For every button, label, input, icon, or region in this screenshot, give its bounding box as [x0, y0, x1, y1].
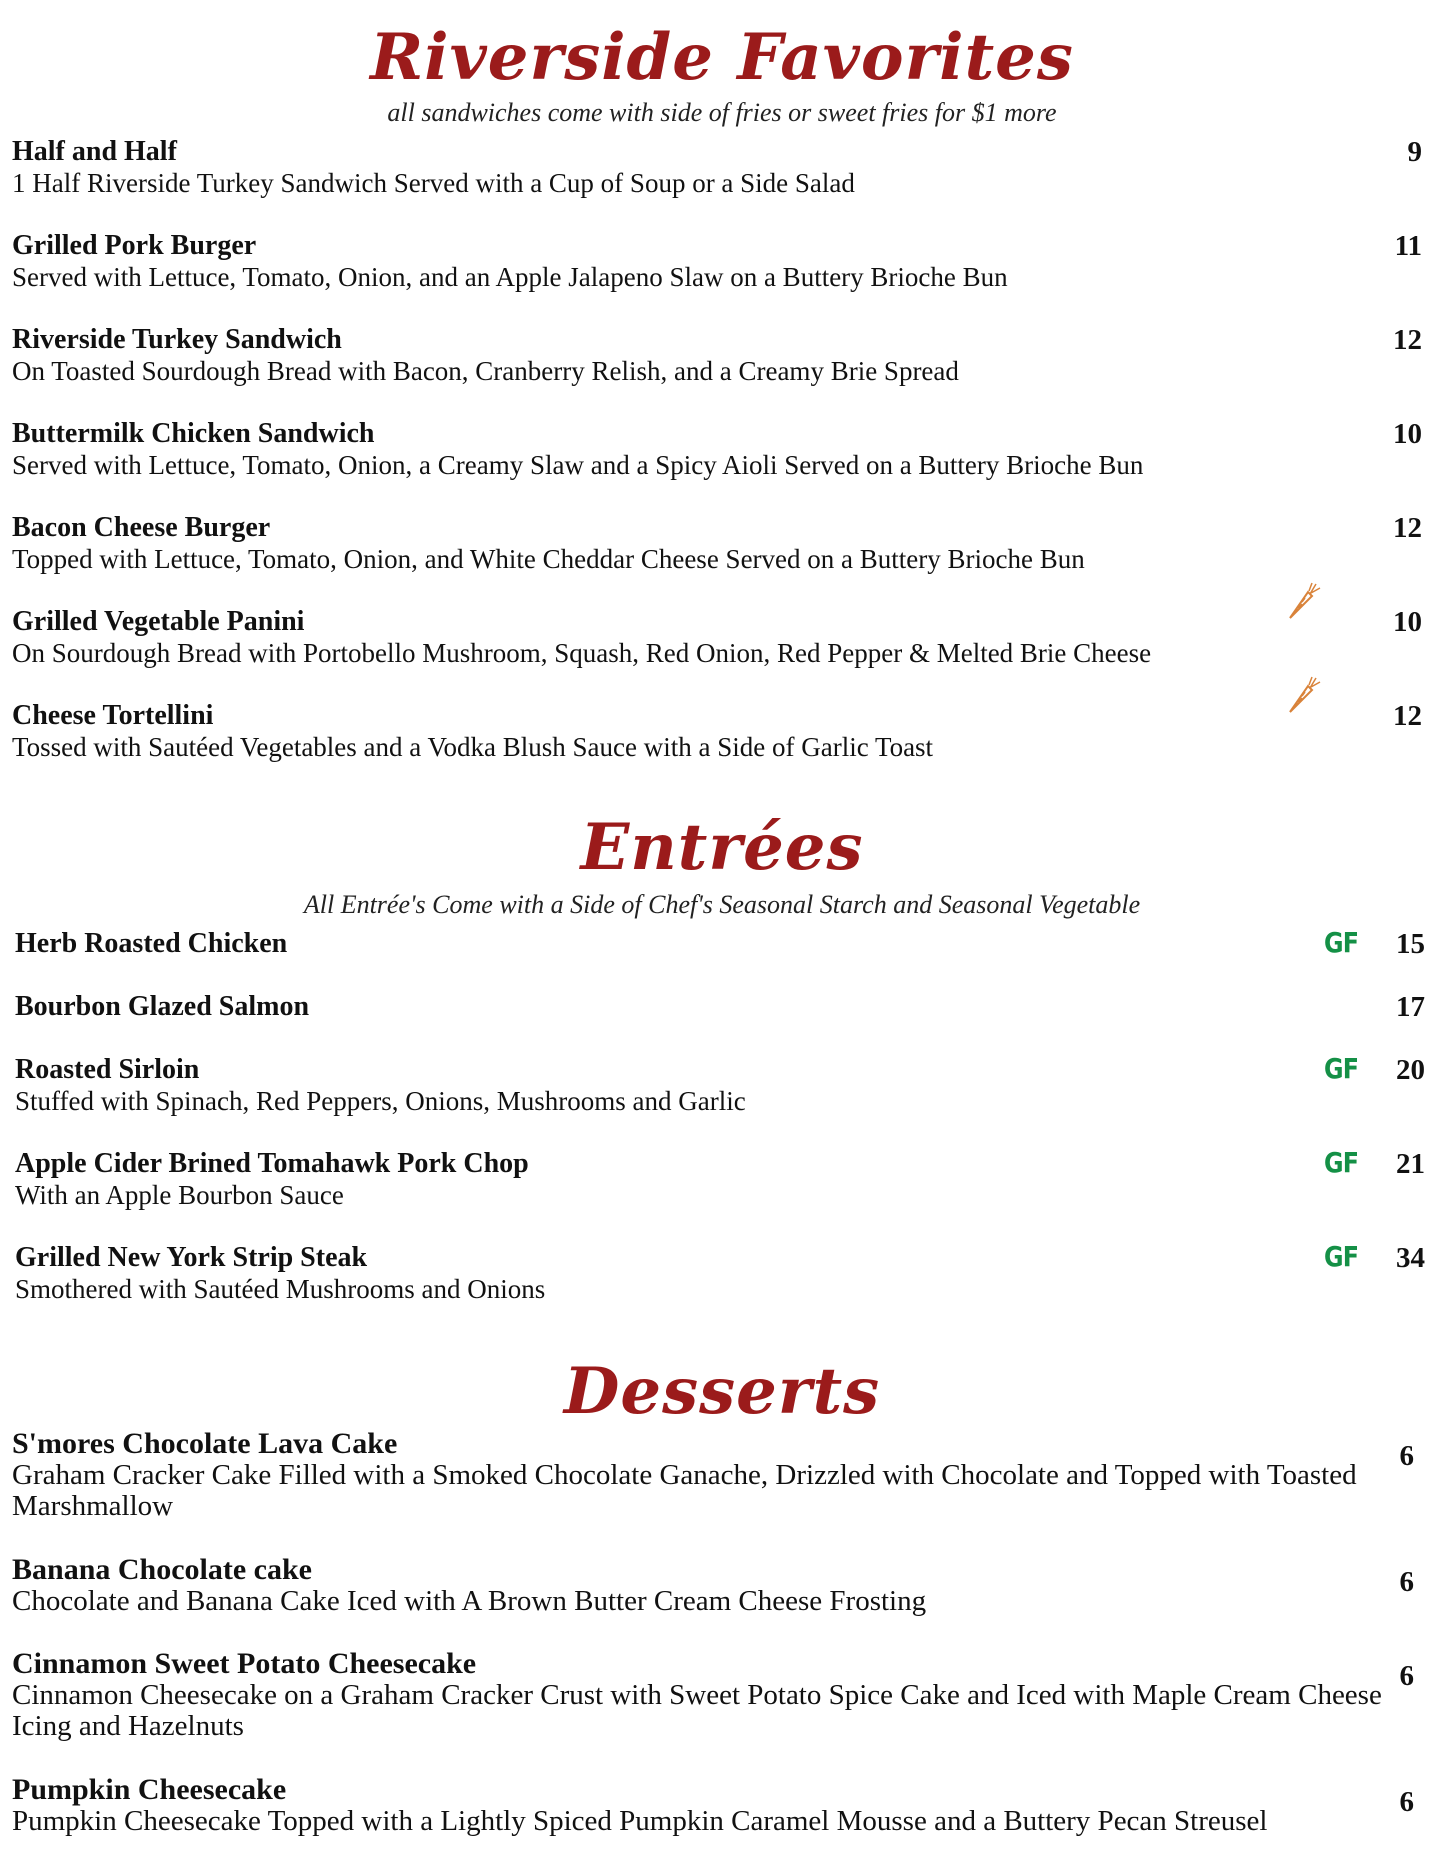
menu-item: [12, 230, 1422, 293]
item-price: 15: [1396, 928, 1425, 960]
item-name: Cinnamon Sweet Potato Cheesecake: [12, 1647, 477, 1680]
section-title-riverside: Riverside Favorites: [370, 20, 1074, 95]
menu-item: [12, 1428, 1422, 1522]
item-price: 21: [1396, 1148, 1425, 1180]
item-name: Herb Roasted Chicken: [15, 928, 288, 959]
item-price: 12: [1393, 512, 1422, 544]
item-description: Served with Lettuce, Tomato, Onion, and an Apple Jalapeno Slaw on a Buttery Brioche Bun: [12, 262, 1008, 292]
menu-item: [15, 991, 1425, 1023]
item-description: 1 Half Riverside Turkey Sandwich Served with a Cup of Soup or a Side Salad: [12, 168, 855, 198]
menu-item: [12, 512, 1422, 575]
item-name: Buttermilk Chicken Sandwich: [12, 418, 375, 449]
gluten-free-badge: GF: [1323, 1146, 1358, 1179]
vegetarian-carrot-icon: [1286, 582, 1322, 622]
gluten-free-badge: GF: [1323, 1240, 1358, 1273]
item-price: 12: [1393, 700, 1422, 732]
item-description: Stuffed with Spinach, Red Peppers, Onions, Mushrooms and Garlic: [15, 1086, 746, 1116]
item-name: S'mores Chocolate Lava Cake: [12, 1427, 398, 1460]
menu-item: [15, 1242, 1425, 1305]
menu-item: [15, 928, 1425, 960]
section-title-entrees: Entrées: [580, 810, 864, 885]
item-name: Half and Half: [12, 136, 177, 167]
gluten-free-badge: GF: [1323, 1052, 1358, 1085]
item-description: Served with Lettuce, Tomato, Onion, a Creamy Slaw and a Spicy Aioli Served on a Buttery Brioche Bun: [12, 450, 1144, 480]
item-name: Grilled Pork Burger: [12, 230, 257, 261]
item-price: 20: [1396, 1054, 1425, 1086]
item-description: On Toasted Sourdough Bread with Bacon, Cranberry Relish, and a Creamy Brie Spread: [12, 356, 959, 386]
item-price: 17: [1396, 991, 1425, 1023]
item-description: With an Apple Bourbon Sauce: [15, 1180, 344, 1210]
menu-item: [12, 1648, 1422, 1742]
item-name: Roasted Sirloin: [15, 1054, 200, 1085]
item-name: Grilled New York Strip Steak: [15, 1242, 368, 1273]
item-name: Banana Chocolate cake: [12, 1553, 312, 1586]
item-name: Cheese Tortellini: [12, 700, 214, 731]
item-price: 12: [1393, 324, 1422, 356]
item-description: Chocolate and Banana Cake Iced with A Brown Butter Cream Cheese Frosting: [12, 1585, 927, 1617]
item-price: 6: [1399, 1566, 1414, 1598]
item-description: Smothered with Sautéed Mushrooms and Onions: [15, 1274, 546, 1304]
item-name: Bourbon Glazed Salmon: [15, 991, 310, 1022]
item-price: 6: [1399, 1660, 1414, 1692]
item-description: Graham Cracker Cake Filled with a Smoked Chocolate Ganache, Drizzled with Chocolate and Topped with Toasted Marshmallow: [12, 1459, 1357, 1522]
item-price: 10: [1393, 606, 1422, 638]
menu-item: [12, 700, 1422, 763]
item-price: 10: [1393, 418, 1422, 450]
item-description: Tossed with Sautéed Vegetables and a Vodka Blush Sauce with a Side of Garlic Toast: [12, 732, 934, 762]
section-title-desserts: Desserts: [563, 1354, 881, 1429]
item-price: 11: [1394, 230, 1422, 262]
menu-item: [15, 1148, 1425, 1211]
item-description: Topped with Lettuce, Tomato, Onion, and White Cheddar Cheese Served on a Buttery Brioche Bun: [12, 544, 1085, 574]
menu-item: [12, 606, 1422, 669]
item-name: Pumpkin Cheesecake: [12, 1773, 287, 1806]
item-name: Grilled Vegetable Panini: [12, 606, 305, 637]
item-description: Pumpkin Cheesecake Topped with a Lightly Spiced Pumpkin Caramel Mousse and a Buttery Pecan Streusel: [12, 1805, 1268, 1837]
item-name: Bacon Cheese Burger: [12, 512, 271, 543]
section-subtitle-entrees: All Entrée's Come with a Side of Chef's Seasonal Starch and Seasonal Vegetable: [303, 890, 1141, 919]
menu-item: [12, 324, 1422, 387]
item-price: 34: [1396, 1242, 1425, 1274]
item-description: Cinnamon Cheesecake on a Graham Cracker Crust with Sweet Potato Spice Cake and Iced with Maple Cream Cheese Icing and Hazelnuts: [12, 1679, 1382, 1742]
item-description: On Sourdough Bread with Portobello Mushroom, Squash, Red Onion, Red Pepper & Melted Brie Cheese: [12, 638, 1152, 668]
menu-item: [12, 136, 1422, 199]
menu-item: [12, 1774, 1422, 1837]
menu-item: [12, 418, 1422, 481]
item-name: Riverside Turkey Sandwich: [12, 324, 342, 355]
item-price: 9: [1407, 136, 1422, 168]
menu-item: [12, 1554, 1422, 1617]
vegetarian-carrot-icon: [1286, 676, 1322, 716]
item-price: 6: [1399, 1786, 1414, 1818]
item-price: 6: [1399, 1440, 1414, 1472]
section-subtitle-riverside: all sandwiches come with side of fries or sweet fries for $1 more: [387, 98, 1057, 127]
item-name: Apple Cider Brined Tomahawk Pork Chop: [15, 1148, 529, 1179]
menu-item: [15, 1054, 1425, 1117]
gluten-free-badge: GF: [1323, 926, 1358, 959]
